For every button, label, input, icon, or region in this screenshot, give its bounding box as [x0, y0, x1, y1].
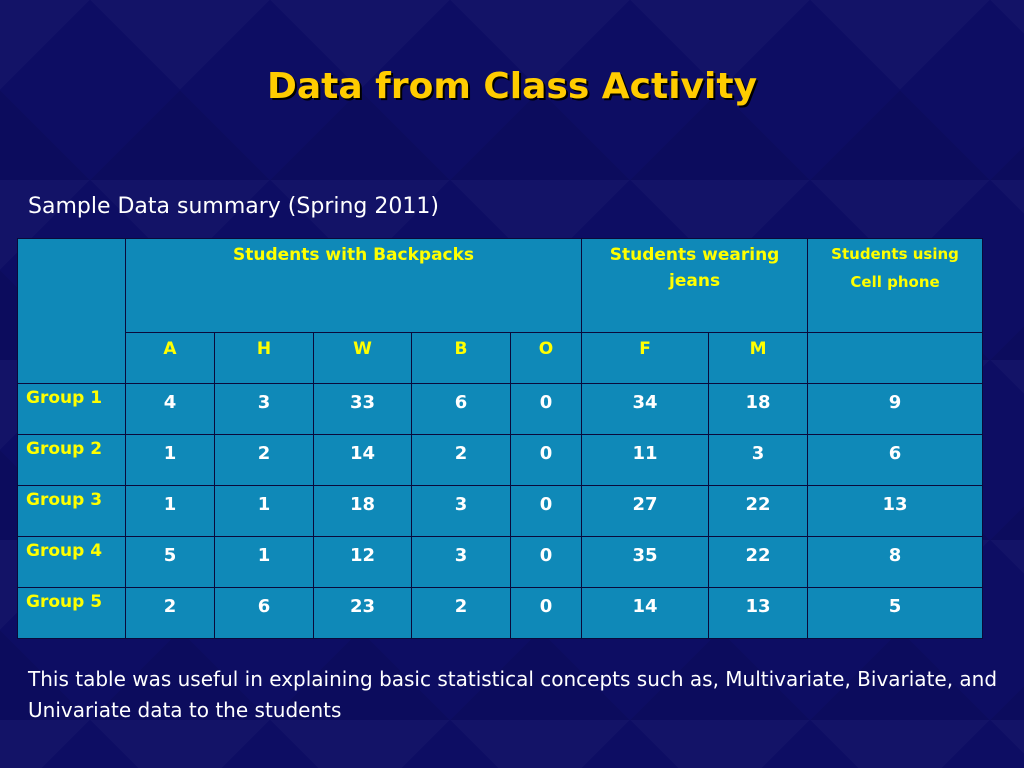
table-cell: 3 [412, 486, 511, 537]
table-cell: 1 [215, 486, 314, 537]
column-header: O [511, 333, 582, 384]
column-header: B [412, 333, 511, 384]
table-cell: 0 [511, 435, 582, 486]
table-cell: 22 [709, 486, 808, 537]
table-cell: 12 [314, 537, 412, 588]
row-label: Group 5 [18, 588, 126, 639]
table-cell: 0 [511, 537, 582, 588]
data-table [17, 238, 983, 639]
table-cell: 8 [808, 537, 983, 588]
explanation-note: This table was useful in explaining basic statistical concepts such as, Multivariate, Bivariate, and Univariate data to the students [28, 667, 998, 722]
column-header: F [582, 333, 709, 384]
table-cell: 1 [126, 435, 215, 486]
table-cell: 0 [511, 486, 582, 537]
table-cell: 13 [709, 588, 808, 639]
row-label: Group 4 [18, 537, 126, 588]
table-cell: 5 [808, 588, 983, 639]
table-cell: 0 [511, 588, 582, 639]
header-row-columns [18, 333, 983, 384]
table-cell: 18 [314, 486, 412, 537]
corner-cell [18, 239, 126, 384]
table-cell: 1 [126, 486, 215, 537]
table-cell: 6 [215, 588, 314, 639]
table-cell: 34 [582, 384, 709, 435]
header-jeans-text: Students wearing jeans [609, 245, 780, 291]
table-cell: 6 [412, 384, 511, 435]
table-cell: 6 [808, 435, 983, 486]
header-jeans [582, 239, 808, 333]
table-cell: 11 [582, 435, 709, 486]
row-label: Group 1 [18, 384, 126, 435]
table-cell: 22 [709, 537, 808, 588]
table-cell: 2 [412, 435, 511, 486]
column-header: M [709, 333, 808, 384]
table-cell: 13 [808, 486, 983, 537]
table-row [18, 588, 983, 639]
column-header: A [126, 333, 215, 384]
header-cellphone-text: Students using Cell phone [831, 245, 959, 291]
table-cell: 27 [582, 486, 709, 537]
header-backpacks: Students with Backpacks [126, 239, 582, 333]
table-cell: 18 [709, 384, 808, 435]
table-cell: 4 [126, 384, 215, 435]
header-cellphone [808, 239, 983, 333]
header-row-groups [18, 239, 983, 333]
table-cell: 2 [412, 588, 511, 639]
column-header: H [215, 333, 314, 384]
table-cell: 14 [582, 588, 709, 639]
row-label: Group 2 [18, 435, 126, 486]
slide-title: Data from Class Activity [266, 66, 758, 107]
table-row [18, 537, 983, 588]
column-header-empty [808, 333, 983, 384]
table-cell: 5 [126, 537, 215, 588]
column-header: W [314, 333, 412, 384]
table-cell: 1 [215, 537, 314, 588]
table-cell: 33 [314, 384, 412, 435]
table-cell: 2 [215, 435, 314, 486]
table-cell: 35 [582, 537, 709, 588]
table-row [18, 384, 983, 435]
table-cell: 9 [808, 384, 983, 435]
table-subtitle: Sample Data summary (Spring 2011) [28, 194, 439, 219]
table-cell: 3 [709, 435, 808, 486]
table-cell: 23 [314, 588, 412, 639]
table-cell: 3 [215, 384, 314, 435]
table-row [18, 435, 983, 486]
table-cell: 0 [511, 384, 582, 435]
table-cell: 2 [126, 588, 215, 639]
table-cell: 14 [314, 435, 412, 486]
row-label: Group 3 [18, 486, 126, 537]
table-row [18, 486, 983, 537]
table-cell: 3 [412, 537, 511, 588]
